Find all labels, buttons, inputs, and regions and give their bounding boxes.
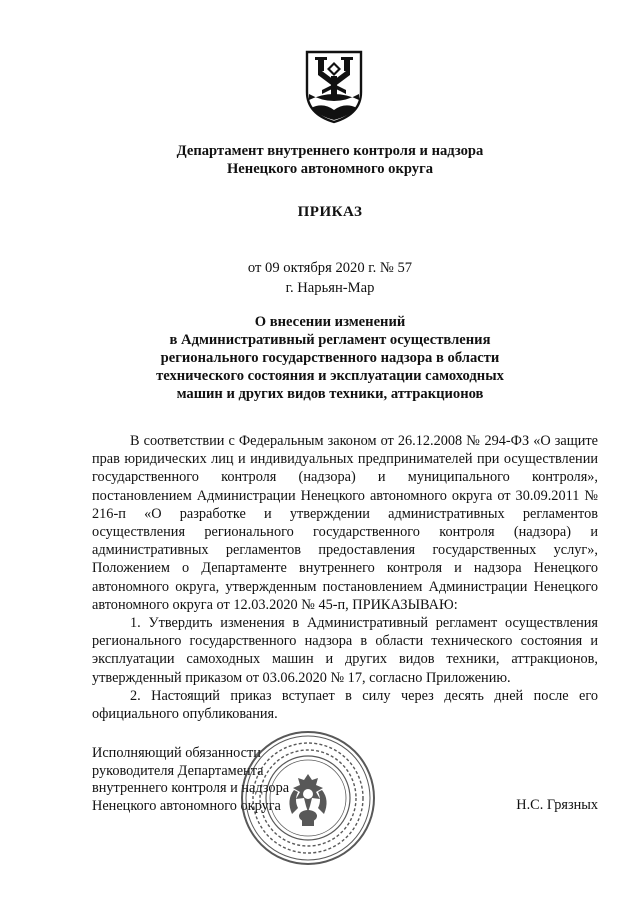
order-body bbox=[92, 432, 598, 723]
order-subject bbox=[60, 313, 600, 403]
order-date-number: от 09 октября 2020 г. № 57 bbox=[247, 260, 413, 276]
signer-position-line: руководителя Департамента bbox=[92, 762, 264, 779]
department-name-line1: Департамент внутреннего контроля и надзора bbox=[176, 143, 484, 159]
department-name-line2: Ненецкого автономного округа bbox=[226, 161, 434, 177]
subject-line: регионального государственного надзора в области bbox=[160, 350, 500, 366]
subject-line: машин и других видов техники, аттракционов bbox=[176, 386, 484, 402]
signer-position-line: Исполняющий обязанности bbox=[92, 745, 261, 761]
signer-position-line: Ненецкого автономного округа bbox=[92, 797, 281, 814]
document-type-title: ПРИКАЗ bbox=[297, 204, 363, 220]
coat-of-arms-icon bbox=[303, 48, 365, 124]
signer-name: Н.С. Грязных bbox=[516, 797, 598, 813]
order-city: г. Нарьян-Мар bbox=[285, 280, 375, 296]
department-header bbox=[60, 142, 600, 178]
subject-line: О внесении изменений bbox=[254, 314, 406, 330]
official-seal-icon bbox=[238, 728, 378, 868]
signer-position-line: внутреннего контроля и надзора bbox=[92, 780, 290, 796]
subject-line: в Административный регламент осуществления bbox=[169, 332, 491, 348]
preamble-paragraph: В соответствии с Федеральным законом от 26.12.2008 № 294-ФЗ «О защите прав юридических лиц и индивидуальных предпринимателей при осуществлении государственного контроля (надзора) и муниципального контроля», постановлением Администрации Ненецкого автономного округа от 30.09.2011 № 216-п «О разработке и утверждении административных регламентов осуществления регионального государственного контроля (надзора) и административных регламентов предоставления государственных услуг», Положением о Департаменте внутреннего контроля и надзора Ненецкого автономного округа, утвержденным постановлением Администрации Ненецкого автономного округа от 12.03.2020 № 45-п, ПРИКАЗЫВАЮ: bbox=[92, 433, 598, 613]
subject-line: технического состояния и эксплуатации самоходных bbox=[156, 368, 504, 384]
order-item-2: 2. Настоящий приказ вступает в силу через десять дней после его официального опубликования. bbox=[92, 687, 598, 723]
order-item-1: 1. Утвердить изменения в Административный регламент осуществления регионального государственного надзора в области технического состояния и эксплуатации самоходных машин и других видов техники, аттракционов, утвержденный приказом от 03.06.2020 № 17, согласно Приложению. bbox=[92, 615, 598, 686]
